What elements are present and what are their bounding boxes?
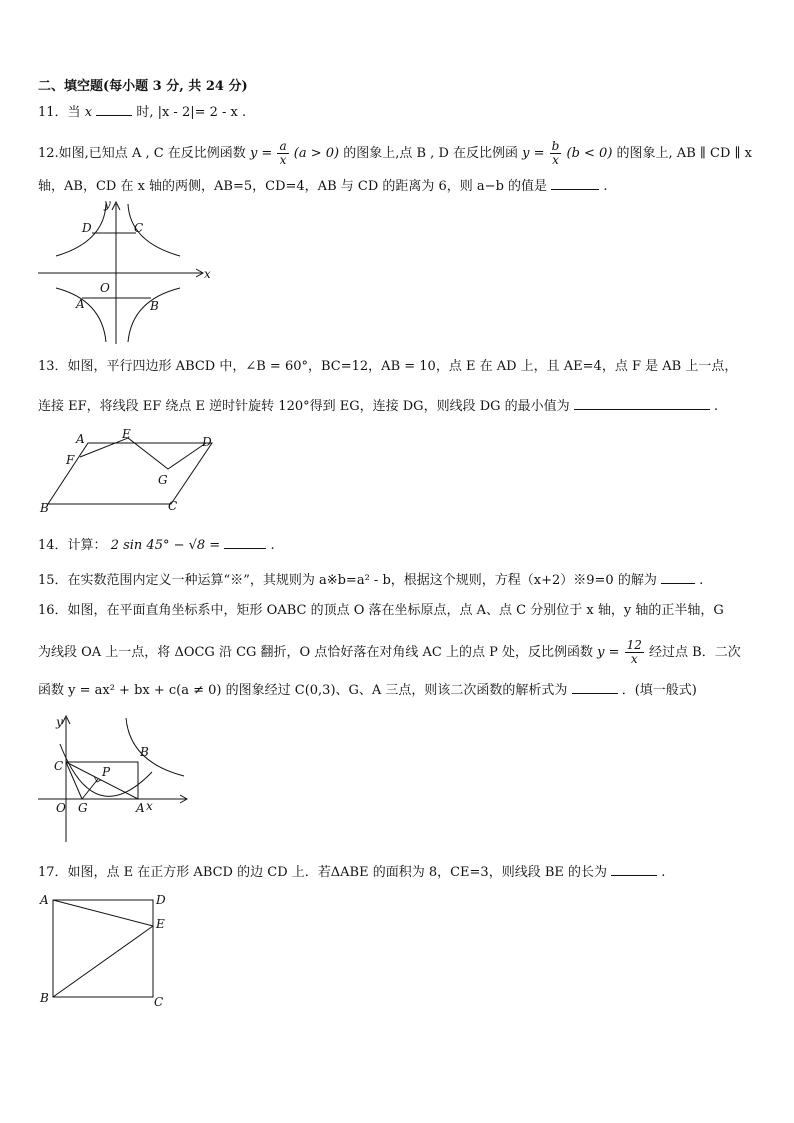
fig13-label-d: D bbox=[202, 435, 212, 449]
q12-frac2-den: x bbox=[552, 153, 559, 167]
fig16-segment-gp bbox=[82, 779, 98, 799]
section-title: 二、填空题(每小题 3 分, 共 24 分) bbox=[38, 79, 248, 94]
q14-end: . bbox=[270, 538, 275, 553]
fig12-label-y: y bbox=[104, 197, 111, 211]
q14-answer-blank[interactable] bbox=[224, 536, 266, 549]
q11-text-a: 11．当 bbox=[38, 105, 81, 120]
fig12-label-x: x bbox=[204, 267, 211, 281]
fig17-label-d: D bbox=[156, 893, 166, 907]
fig12-label-a: A bbox=[76, 297, 85, 311]
fig13-label-a: A bbox=[76, 432, 85, 446]
fig16-label-p: P bbox=[102, 765, 111, 779]
q12-func2: y = bbox=[522, 146, 545, 161]
q12-func1: y = bbox=[249, 146, 273, 161]
figure-17 bbox=[36, 890, 176, 1010]
fig17-label-b: B bbox=[40, 991, 49, 1005]
fig13-label-b: B bbox=[40, 501, 49, 515]
figure-16 bbox=[36, 712, 196, 846]
q12-text-d: 轴，AB，CD 在 x 轴的两侧，AB=5，CD=4，AB 与 CD 的距离为 6，则 a−b 的值是 bbox=[38, 179, 548, 194]
fig12-label-b: B bbox=[150, 299, 159, 313]
q16-text-a: 为线段 OA 上一点，将 ΔOCG 沿 CG 翻折，O 点恰好落在对角线 AC 上的点 P 处，反比例函数 bbox=[38, 645, 593, 660]
q12-end: . bbox=[603, 179, 608, 194]
fig16-label-y: y bbox=[56, 715, 63, 729]
q12-answer-blank[interactable] bbox=[551, 177, 599, 190]
q17-text: 17．如图，点 E 在正方形 ABCD 的边 CD 上．若ΔABE 的面积为 8，CE=3，则线段 BE 的长为 bbox=[38, 865, 608, 880]
q14-text: 14．计算： bbox=[38, 538, 107, 553]
q16-func: y = bbox=[597, 645, 620, 660]
q12-text-a: 12.如图,已知点 A , C 在反比例函数 bbox=[38, 146, 246, 161]
q17-answer-blank[interactable] bbox=[611, 863, 657, 876]
q12-frac1 bbox=[277, 140, 288, 167]
question-16-line2 bbox=[38, 639, 741, 666]
question-13-line1: 13．如图，平行四边形 ABCD 中，∠B = 60°，BC=12，AB = 10，点 E 在 AD 上，且 AE=4，点 F 是 AB 上一点， bbox=[38, 359, 738, 374]
fig17-label-c: C bbox=[154, 995, 164, 1009]
q12-cond2: (b < 0) bbox=[566, 146, 613, 161]
fig16-label-a: A bbox=[136, 801, 145, 815]
fig12-label-c: C bbox=[134, 221, 144, 235]
figure-13 bbox=[36, 424, 226, 516]
fig17-square-abcd bbox=[53, 900, 153, 997]
q12-text-b: 的图象上,点 B , D 在反比例函 bbox=[343, 146, 519, 161]
fig17-segment-ae bbox=[53, 900, 153, 926]
q13-text: 连接 EF，将线段 EF 绕点 E 逆时针旋转 120°得到 EG，连接 DG，则线段 DG 的最小值为 bbox=[38, 399, 570, 414]
q16-frac-num: 12 bbox=[626, 638, 642, 652]
fig17-label-e: E bbox=[156, 917, 165, 931]
q12-frac2 bbox=[550, 140, 562, 167]
q13-answer-blank[interactable] bbox=[574, 397, 710, 410]
q12-frac2-num: b bbox=[551, 139, 560, 153]
question-16-line1: 16．如图，在平面直角坐标系中，矩形 OABC 的顶点 O 落在坐标原点，点 A、点 C 分别位于 x 轴，y 轴的正半轴，G bbox=[38, 603, 724, 618]
q14-expression: 2 sin 45° − √8 = bbox=[110, 538, 221, 553]
q16-frac-den: x bbox=[630, 652, 638, 666]
q12-text-c: 的图象上, AB ∥ CD ∥ x bbox=[616, 146, 752, 161]
fig13-label-c: C bbox=[168, 499, 178, 513]
figure-12 bbox=[36, 196, 222, 348]
fig12-curve-b bbox=[128, 288, 180, 342]
q12-cond1: (a > 0) bbox=[293, 146, 340, 161]
question-16-line3 bbox=[38, 681, 697, 700]
fig12-curve-d bbox=[56, 204, 106, 256]
q15-text: 15．在实数范围内定义一种运算“※”，其规则为 a※b=a² - b，根据这个规则，方程（x+2）※9=0 的解为 bbox=[38, 573, 657, 588]
fig17-segment-be bbox=[53, 926, 153, 997]
fig12-label-o: O bbox=[100, 281, 110, 295]
fig16-label-b: B bbox=[140, 745, 149, 759]
question-17 bbox=[38, 863, 665, 882]
fig13-label-e: E bbox=[122, 427, 131, 441]
q16-text-b: 经过点 B．二次 bbox=[649, 645, 741, 660]
question-12-line2 bbox=[38, 177, 607, 196]
question-14 bbox=[38, 536, 275, 555]
q16-text-c: 函数 y = ax² + bx + c(a ≠ 0) 的图象经过 C(0,3)、G、A 三点，则该二次函数的解析式为 bbox=[38, 683, 568, 698]
q11-answer-blank[interactable] bbox=[96, 103, 132, 116]
question-12-line1 bbox=[38, 140, 752, 167]
q15-end: . bbox=[699, 573, 704, 588]
question-11 bbox=[38, 103, 246, 122]
q13-end: . bbox=[713, 399, 719, 414]
question-13-line2 bbox=[38, 397, 718, 416]
q16-answer-blank[interactable] bbox=[572, 681, 618, 694]
q16-frac bbox=[625, 639, 644, 666]
fig16-label-g: G bbox=[78, 801, 88, 815]
fig13-label-g: G bbox=[158, 473, 168, 487]
fig17-label-a: A bbox=[40, 893, 49, 907]
fig16-label-x: x bbox=[146, 799, 153, 813]
fig16-label-o: O bbox=[56, 801, 66, 815]
fig16-hyperbola bbox=[126, 718, 184, 776]
q15-answer-blank[interactable] bbox=[661, 571, 695, 584]
q11-var: x bbox=[84, 105, 93, 120]
fig13-label-f: F bbox=[66, 453, 75, 467]
q16-end: ．(填一般式) bbox=[621, 683, 697, 698]
fig12-label-d: D bbox=[82, 221, 92, 235]
q17-end: . bbox=[661, 865, 666, 880]
question-15 bbox=[38, 571, 703, 590]
q12-frac1-num: a bbox=[279, 139, 287, 153]
fig16-label-c: C bbox=[54, 759, 64, 773]
q11-text-b: 时, |x - 2|= 2 - x . bbox=[136, 105, 247, 120]
q12-frac1-den: x bbox=[279, 153, 287, 167]
